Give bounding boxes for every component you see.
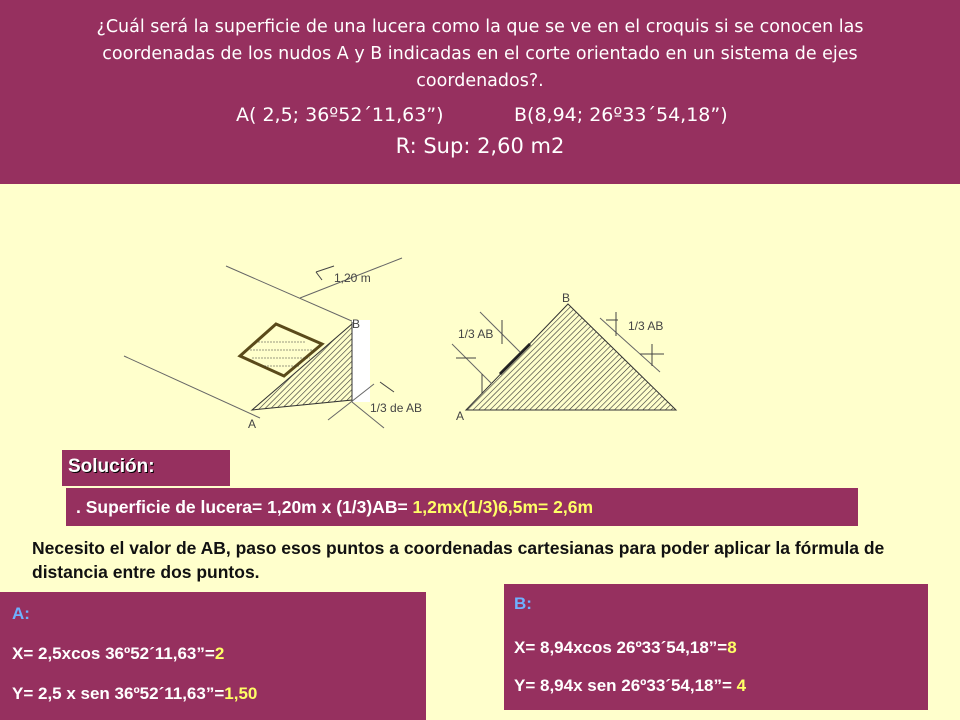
roof-line-lower (124, 356, 260, 418)
answer-text: R: Sup: 2,60 m2 (395, 134, 565, 158)
solution-box (62, 450, 230, 486)
point-a-y (12, 684, 257, 704)
dimension-tick (380, 382, 394, 392)
surface-formula-box (66, 488, 858, 526)
point-a-heading: A: (12, 604, 30, 623)
coordinate-a: A( 2,5; 36º52´11,63”) (236, 104, 444, 126)
point-b-label: B (352, 317, 361, 331)
third-ab-label-left: 1/3 AB (458, 327, 494, 341)
point-a-x-value: 2 (214, 644, 225, 663)
point-b-heading: B: (514, 594, 532, 613)
point-a-panel (0, 592, 426, 720)
point-b-y (514, 676, 746, 696)
explanation-note: Necesito el valor de AB, paso esos puntos a coordenadas cartesianas para poder aplicar la fórmula de distancia entre dos puntos. (32, 538, 885, 582)
point-a-x-formula: X= 2,5xcos 36º52´11,63”= (12, 644, 215, 663)
right-sketch (452, 291, 676, 423)
surface-formula-prefix: . Superficie de lucera= 1,20m x (1/3)AB= (76, 497, 413, 517)
dimension-tick (316, 272, 322, 280)
dimension-line (452, 344, 492, 384)
left-sketch (124, 258, 422, 431)
point-b-y-value: 4 (736, 676, 747, 695)
surface-formula (76, 497, 593, 518)
width-label: 1,20 m (334, 271, 371, 285)
point-a-x (12, 644, 224, 664)
solution-title: Solución: (68, 456, 155, 477)
third-ab-label: 1/3 de AB (370, 401, 423, 415)
dimension-tick (316, 266, 334, 272)
third-ab-label-right: 1/3 AB (628, 319, 664, 333)
point-a-y-value: 1,50 (224, 684, 258, 703)
point-a-label: A (248, 417, 257, 431)
point-a-label: A (456, 409, 465, 423)
point-b-x (514, 638, 737, 658)
point-b-panel (504, 584, 928, 710)
point-a-y-formula: Y= 2,5 x sen 36º52´11,63”= (12, 684, 225, 703)
point-b-label: B (562, 291, 571, 305)
point-b-y-formula: Y= 8,94x sen 26º33´54,18”= (514, 676, 737, 695)
point-b-x-formula: X= 8,94xcos 26º33´54,18”= (514, 638, 728, 657)
point-b-x-value: 8 (727, 638, 737, 657)
question-text: ¿Cuál será la superficie de una lucera como la que se ve en el croquis si se conocen las coordenadas de los nudos A y B indicadas en el corte orientado en un sistema de ejes coordenados?. (96, 17, 864, 91)
surface-formula-value: 1,2mx(1/3)6,5m= 2,6m (412, 497, 594, 517)
coordinate-b: B(8,94; 26º33´54,18”) (514, 104, 728, 126)
